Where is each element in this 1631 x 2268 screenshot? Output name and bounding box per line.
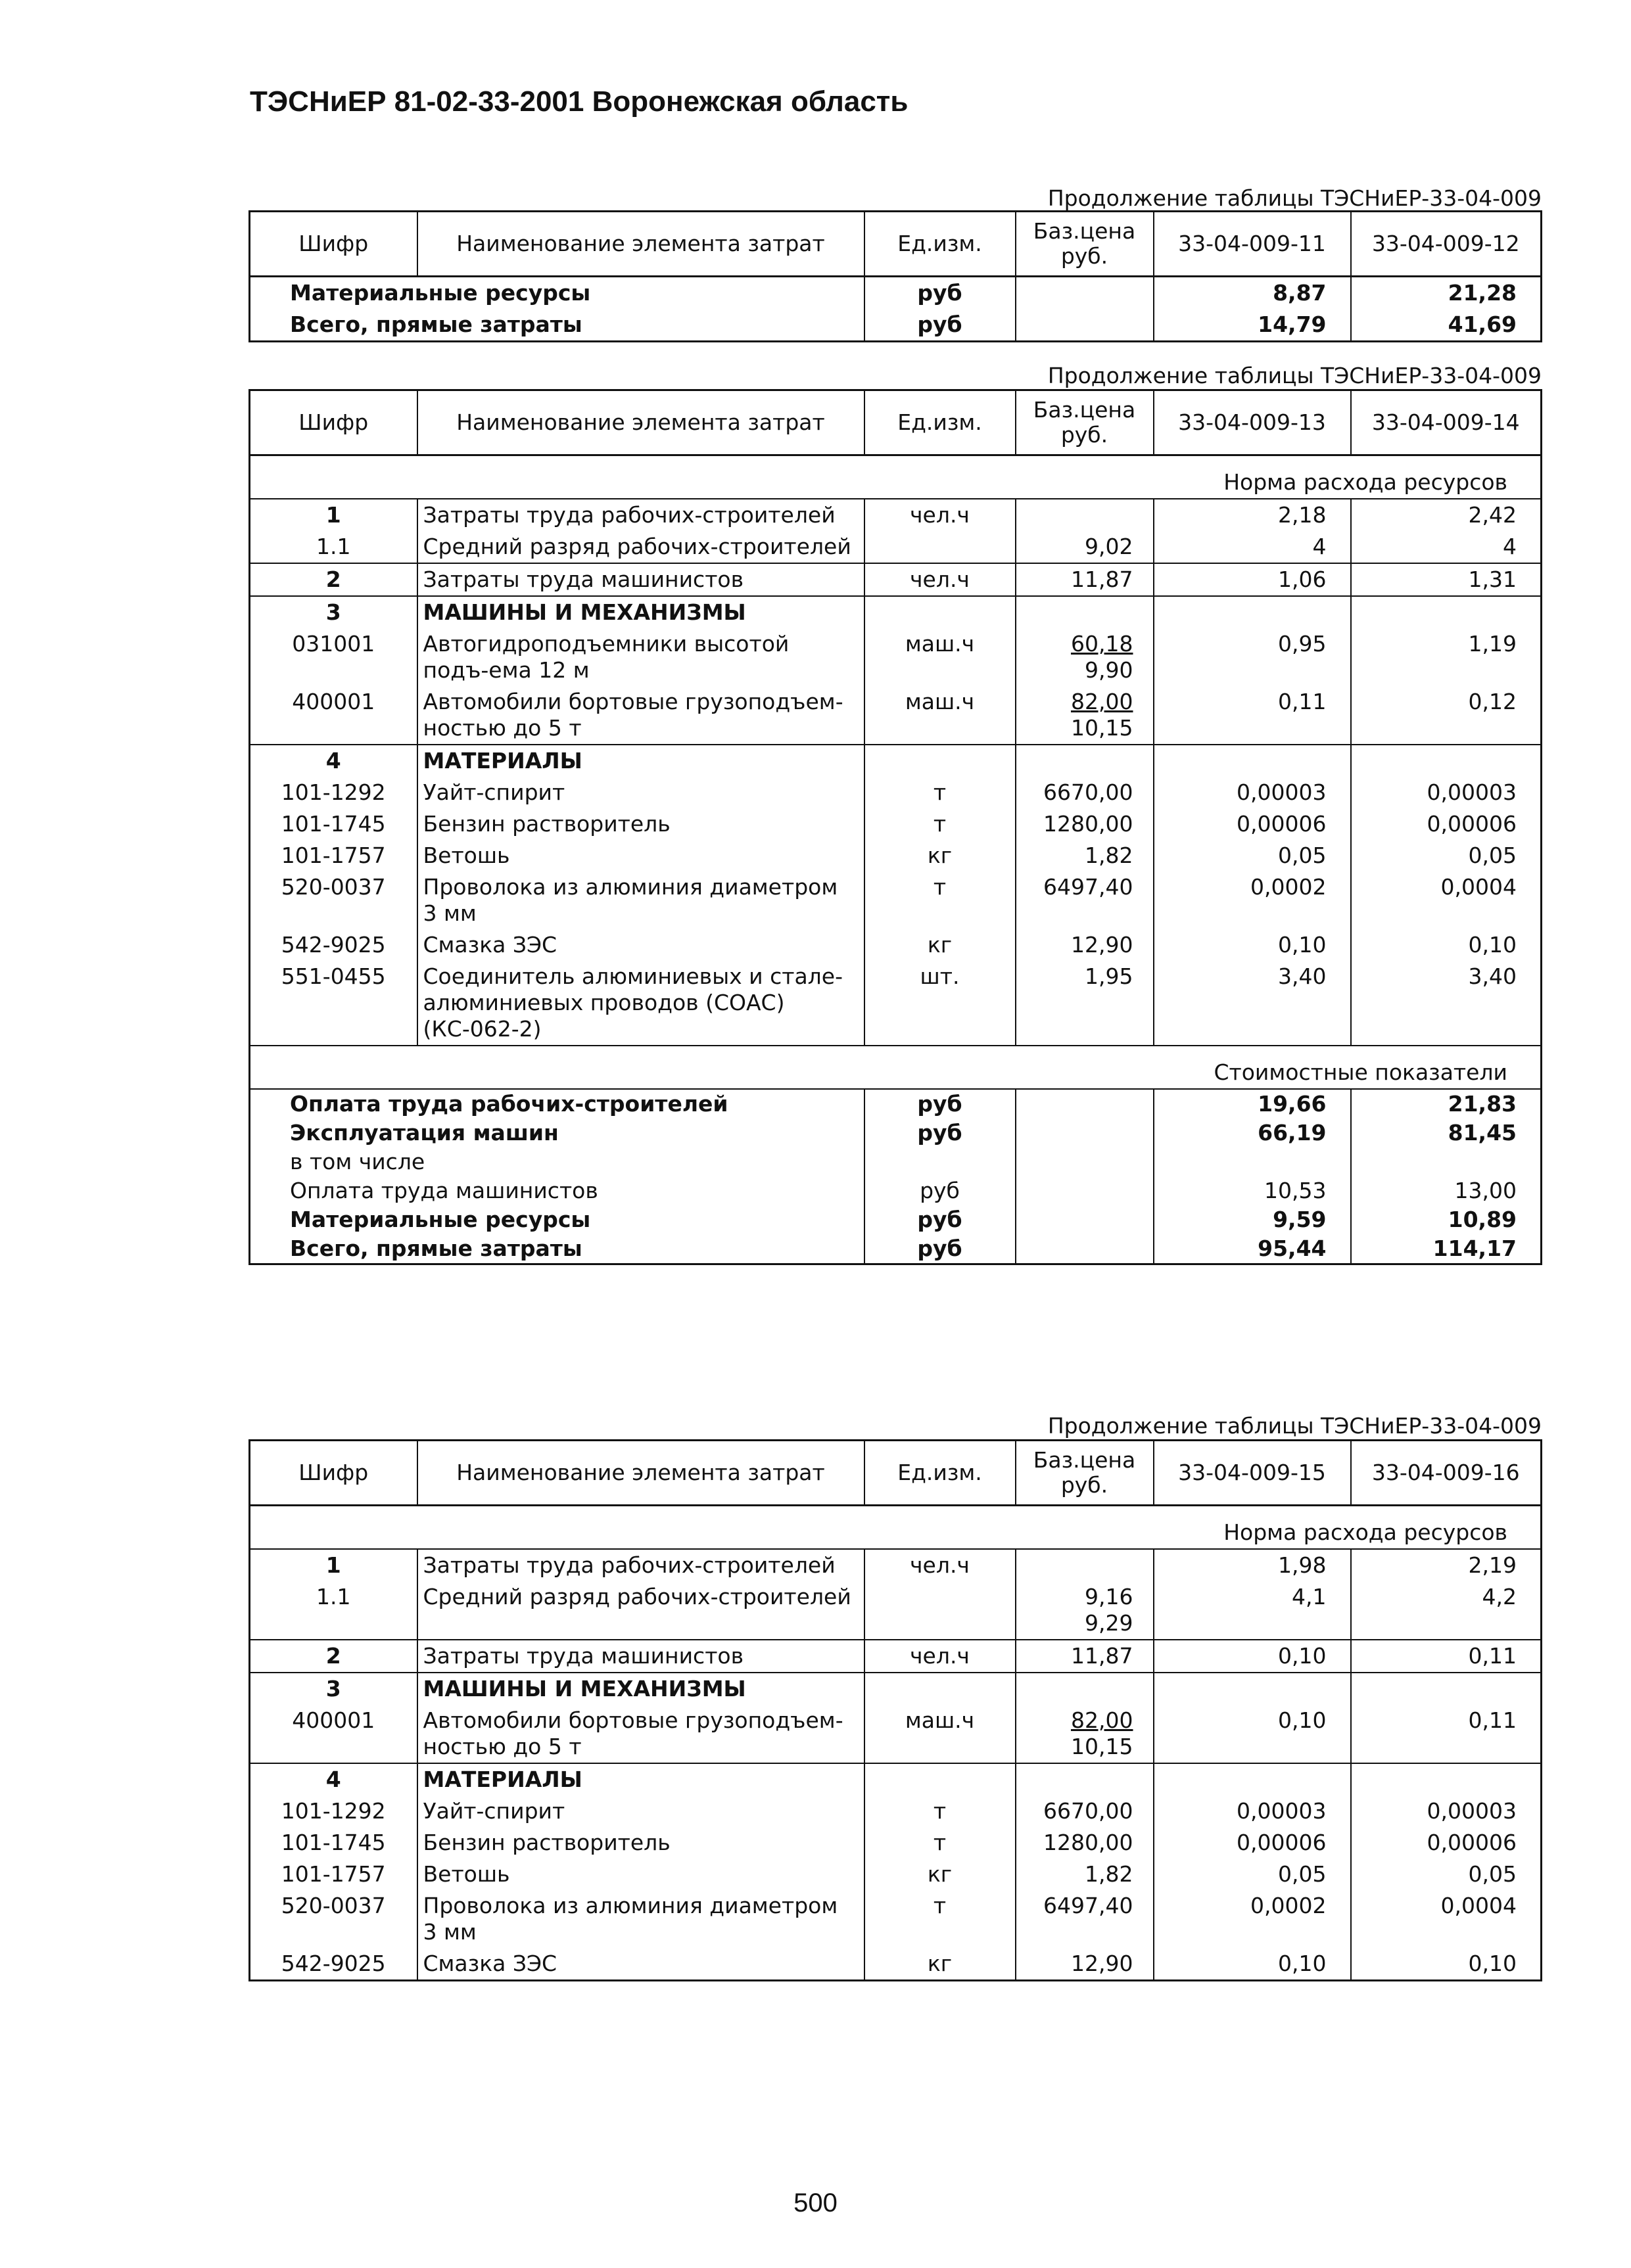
row-code: 4	[250, 1763, 417, 1795]
row-unit: руб	[864, 277, 1016, 310]
row-price	[1016, 1827, 1154, 1859]
row-code: 3	[250, 1673, 417, 1705]
row-price-value: 1280,00	[1043, 1830, 1133, 1855]
table-row	[250, 277, 1542, 310]
header-code: Шифр	[250, 390, 417, 455]
table-continuation-label: Продолжение таблицы ТЭСНиЕР-33-04-009	[1047, 1413, 1542, 1439]
row-price	[1016, 531, 1154, 563]
cost-name: Всего, прямые затраты	[250, 1234, 864, 1264]
row-val-a: 0,0002	[1154, 1890, 1351, 1948]
row-unit: кг	[864, 840, 1016, 871]
row-code: 101-1292	[250, 1795, 417, 1827]
table-row	[250, 1948, 1542, 1981]
table-row	[250, 596, 1542, 628]
table-continuation-label: Продолжение таблицы ТЭСНиЕР-33-04-009	[1047, 363, 1542, 388]
row-unit	[864, 1581, 1016, 1640]
row-val-b: 1,31	[1351, 563, 1542, 596]
row-code: 542-9025	[250, 929, 417, 961]
row-name: Проволока из алюминия диаметром 3 мм	[417, 1890, 864, 1948]
header-col-b: 33-04-009-14	[1351, 390, 1542, 455]
row-name: Затраты труда рабочих-строителей	[417, 499, 864, 531]
row-price-value: 11,87	[1071, 567, 1133, 592]
header-name: Наименование элемента затрат	[417, 390, 864, 455]
cost-body	[250, 1089, 1542, 1264]
row-price-value: 6670,00	[1043, 1798, 1133, 1824]
header-unit: Ед.изм.	[864, 212, 1016, 277]
row-val-b: 0,00006	[1351, 808, 1542, 840]
row-val-b: 0,05	[1351, 1859, 1542, 1890]
row-val-a: 8,87	[1154, 277, 1351, 310]
cost-val-a: 66,19	[1154, 1119, 1351, 1147]
table-row	[250, 531, 1542, 563]
cost-val-b: 10,89	[1351, 1205, 1542, 1234]
section-row	[250, 455, 1542, 499]
header-unit: Ед.изм.	[864, 1441, 1016, 1506]
row-price	[1016, 1859, 1154, 1890]
cost-val-b: 114,17	[1351, 1234, 1542, 1264]
row-val-a	[1154, 596, 1351, 628]
cost-table-3	[248, 1439, 1542, 1981]
cost-unit: руб	[864, 1234, 1016, 1264]
row-code: 2	[250, 563, 417, 596]
row-unit: кг	[864, 929, 1016, 961]
row-val-b: 0,00003	[1351, 777, 1542, 808]
row-name: Затраты труда рабочих-строителей	[417, 1549, 864, 1581]
row-price-secondary: 9,90	[1085, 657, 1133, 683]
table-row	[250, 1827, 1542, 1859]
table-row	[250, 808, 1542, 840]
section-row	[250, 1506, 1542, 1550]
table-row	[250, 1581, 1542, 1640]
table-row	[250, 1763, 1542, 1795]
row-val-a: 2,18	[1154, 499, 1351, 531]
row-name: Всего, прямые затраты	[250, 309, 864, 342]
row-unit: чел.ч	[864, 1549, 1016, 1581]
row-val-b: 0,00003	[1351, 1795, 1542, 1827]
row-name: Ветошь	[417, 840, 864, 871]
cost-name: в том числе	[250, 1147, 864, 1176]
cost-empty	[1016, 1176, 1154, 1205]
table-row	[250, 840, 1542, 871]
row-code: 101-1757	[250, 840, 417, 871]
row-code: 4	[250, 745, 417, 777]
table-body	[250, 1549, 1542, 1981]
row-unit	[864, 745, 1016, 777]
row-val-b: 0,10	[1351, 929, 1542, 961]
row-val-b: 0,0004	[1351, 871, 1542, 929]
row-code: 1.1	[250, 531, 417, 563]
table-header-row	[250, 1441, 1542, 1506]
row-price	[1016, 1890, 1154, 1948]
row-code: 1	[250, 1549, 417, 1581]
document-title: ТЭСНиЕР 81-02-33-2001 Воронежская область	[250, 85, 909, 118]
row-price-value: 6497,40	[1043, 1893, 1133, 1918]
row-code: 101-1745	[250, 1827, 417, 1859]
row-unit	[864, 596, 1016, 628]
row-code: 551-0455	[250, 961, 417, 1046]
row-val-b: 41,69	[1351, 309, 1542, 342]
header-unit: Ед.изм.	[864, 390, 1016, 455]
table-row	[250, 961, 1542, 1046]
row-val-a: 14,79	[1154, 309, 1351, 342]
row-val-b: 3,40	[1351, 961, 1542, 1046]
row-name: МАШИНЫ И МЕХАНИЗМЫ	[417, 1673, 864, 1705]
row-unit: маш.ч	[864, 1705, 1016, 1763]
row-val-b: 0,0004	[1351, 1890, 1542, 1948]
row-name: Автогидроподъемники высотой подъ-ема 12 м	[417, 628, 864, 686]
table-row	[250, 745, 1542, 777]
table-row	[250, 1640, 1542, 1673]
cost-val-a: 19,66	[1154, 1089, 1351, 1119]
header-price: Баз.цена руб.	[1016, 1441, 1154, 1506]
row-price	[1016, 871, 1154, 929]
row-unit: маш.ч	[864, 628, 1016, 686]
cost-row	[250, 1089, 1542, 1119]
table-row	[250, 563, 1542, 596]
row-val-b: 0,05	[1351, 840, 1542, 871]
row-name: Ветошь	[417, 1859, 864, 1890]
row-unit: т	[864, 1827, 1016, 1859]
cost-val-b	[1351, 1147, 1542, 1176]
row-val-a	[1154, 1673, 1351, 1705]
row-val-a: 0,0002	[1154, 871, 1351, 929]
row-code: 400001	[250, 686, 417, 745]
row-val-a: 0,05	[1154, 1859, 1351, 1890]
row-val-a: 3,40	[1154, 961, 1351, 1046]
row-name: МАТЕРИАЛЫ	[417, 1763, 864, 1795]
header-col-b: 33-04-009-16	[1351, 1441, 1542, 1506]
cost-empty	[1016, 1119, 1154, 1147]
row-val-a: 0,00003	[1154, 1795, 1351, 1827]
row-unit: т	[864, 808, 1016, 840]
cost-row	[250, 1234, 1542, 1264]
row-price-value: 6497,40	[1043, 874, 1133, 900]
row-price	[1016, 961, 1154, 1046]
row-price-secondary: 10,15	[1071, 1734, 1133, 1759]
page-number: 500	[793, 2188, 838, 2217]
row-val-b: 4,2	[1351, 1581, 1542, 1640]
cost-row	[250, 1176, 1542, 1205]
table-row	[250, 1795, 1542, 1827]
row-val-a: 1,06	[1154, 563, 1351, 596]
row-val-a: 0,10	[1154, 929, 1351, 961]
row-val-a: 0,00006	[1154, 1827, 1351, 1859]
cost-table-2	[248, 389, 1542, 1265]
row-unit	[864, 1763, 1016, 1795]
row-price	[1016, 1581, 1154, 1640]
row-price-secondary: 9,29	[1085, 1610, 1133, 1636]
row-val-b: 0,11	[1351, 1705, 1542, 1763]
cost-val-b: 81,45	[1351, 1119, 1542, 1147]
table-row	[250, 499, 1542, 531]
row-val-b: 21,28	[1351, 277, 1542, 310]
row-price	[1016, 777, 1154, 808]
header-name: Наименование элемента затрат	[417, 212, 864, 277]
row-val-b	[1351, 1673, 1542, 1705]
row-price	[1016, 1795, 1154, 1827]
row-price	[1016, 1948, 1154, 1981]
row-price-value: 1280,00	[1043, 811, 1133, 837]
row-val-a: 0,10	[1154, 1705, 1351, 1763]
header-price: Баз.цена руб.	[1016, 390, 1154, 455]
row-unit: кг	[864, 1859, 1016, 1890]
cost-val-b: 21,83	[1351, 1089, 1542, 1119]
row-name: Смазка ЗЭС	[417, 929, 864, 961]
row-unit	[864, 1673, 1016, 1705]
header-col-a: 33-04-009-13	[1154, 390, 1351, 455]
norm-label: Норма расхода ресурсов	[250, 1506, 1542, 1550]
header-col-a: 33-04-009-15	[1154, 1441, 1351, 1506]
header-col-a: 33-04-009-11	[1154, 212, 1351, 277]
row-price-value: 6670,00	[1043, 779, 1133, 805]
row-unit: т	[864, 777, 1016, 808]
row-name: Бензин растворитель	[417, 808, 864, 840]
cost-row	[250, 1147, 1542, 1176]
row-val-a: 1,98	[1154, 1549, 1351, 1581]
row-unit: т	[864, 1890, 1016, 1948]
cost-val-a: 10,53	[1154, 1176, 1351, 1205]
row-code: 1.1	[250, 1581, 417, 1640]
cost-val-a: 95,44	[1154, 1234, 1351, 1264]
row-unit: чел.ч	[864, 563, 1016, 596]
cost-unit: руб	[864, 1119, 1016, 1147]
cost-name: Материальные ресурсы	[250, 1205, 864, 1234]
cost-unit	[864, 1147, 1016, 1176]
row-name: МАШИНЫ И МЕХАНИЗМЫ	[417, 596, 864, 628]
row-price-value: 12,90	[1071, 1951, 1133, 1976]
row-val-a: 0,05	[1154, 840, 1351, 871]
row-price-value: 12,90	[1071, 932, 1133, 958]
row-price	[1016, 596, 1154, 628]
table-row	[250, 1549, 1542, 1581]
row-name: Соединитель алюминиевых и стале-алюминиевых проводов (СОАС) (КС-062-2)	[417, 961, 864, 1046]
row-code: 520-0037	[250, 871, 417, 929]
cost-name: Оплата труда рабочих-строителей	[250, 1089, 864, 1119]
table-row	[250, 777, 1542, 808]
row-unit: чел.ч	[864, 499, 1016, 531]
row-price-value: 82,00	[1071, 689, 1133, 714]
cost-val-b: 13,00	[1351, 1176, 1542, 1205]
row-val-b: 4	[1351, 531, 1542, 563]
row-name: Затраты труда машинистов	[417, 1640, 864, 1673]
cost-unit: руб	[864, 1089, 1016, 1119]
row-val-b	[1351, 596, 1542, 628]
row-code: 400001	[250, 1705, 417, 1763]
row-price	[1016, 1763, 1154, 1795]
row-name: Уайт-спирит	[417, 777, 864, 808]
row-val-b	[1351, 745, 1542, 777]
table-row	[250, 1673, 1542, 1705]
header-col-b: 33-04-009-12	[1351, 212, 1542, 277]
row-val-b: 1,19	[1351, 628, 1542, 686]
table-row	[250, 929, 1542, 961]
row-name: Затраты труда машинистов	[417, 563, 864, 596]
cost-val-a: 9,59	[1154, 1205, 1351, 1234]
row-unit: маш.ч	[864, 686, 1016, 745]
row-unit: т	[864, 871, 1016, 929]
cost-row	[250, 1119, 1542, 1147]
row-val-a: 0,10	[1154, 1640, 1351, 1673]
table-row	[250, 1705, 1542, 1763]
row-val-b: 0,11	[1351, 1640, 1542, 1673]
row-price-secondary: 10,15	[1071, 715, 1133, 741]
row-price	[1016, 1705, 1154, 1763]
table-row	[250, 871, 1542, 929]
row-code: 031001	[250, 628, 417, 686]
table-row	[250, 1890, 1542, 1948]
table-body	[250, 499, 1542, 1046]
row-val-a: 4,1	[1154, 1581, 1351, 1640]
table-row	[250, 309, 1542, 342]
row-val-a: 4	[1154, 531, 1351, 563]
cost-unit: руб	[864, 1176, 1016, 1205]
row-name: Средний разряд рабочих-строителей	[417, 1581, 864, 1640]
row-unit: шт.	[864, 961, 1016, 1046]
table-row	[250, 686, 1542, 745]
cost-empty	[1016, 1089, 1154, 1119]
row-code: 542-9025	[250, 1948, 417, 1981]
table-continuation-label: Продолжение таблицы ТЭСНиЕР-33-04-009	[1047, 185, 1542, 211]
row-price	[1016, 840, 1154, 871]
cost-table-1	[248, 210, 1542, 342]
row-unit: кг	[864, 1948, 1016, 1981]
row-val-b	[1351, 1763, 1542, 1795]
cost-unit: руб	[864, 1205, 1016, 1234]
row-price	[1016, 1549, 1154, 1581]
row-price	[1016, 628, 1154, 686]
row-price	[1016, 929, 1154, 961]
row-val-b: 2,42	[1351, 499, 1542, 531]
row-name: Материальные ресурсы	[250, 277, 864, 310]
header-code: Шифр	[250, 1441, 417, 1506]
row-unit	[864, 531, 1016, 563]
row-val-b: 0,10	[1351, 1948, 1542, 1981]
row-unit: чел.ч	[864, 1640, 1016, 1673]
row-price-value: 1,82	[1085, 1861, 1133, 1887]
row-price	[1016, 563, 1154, 596]
row-name: Смазка ЗЭС	[417, 1948, 864, 1981]
header-name: Наименование элемента затрат	[417, 1441, 864, 1506]
cost-label: Стоимостные показатели	[250, 1046, 1542, 1089]
table-row	[250, 628, 1542, 686]
table-header-row	[250, 212, 1542, 277]
row-code: 2	[250, 1640, 417, 1673]
row-code: 101-1757	[250, 1859, 417, 1890]
row-price	[1016, 808, 1154, 840]
row-price	[1016, 686, 1154, 745]
row-val-a: 0,11	[1154, 686, 1351, 745]
row-name: МАТЕРИАЛЫ	[417, 745, 864, 777]
row-price	[1016, 745, 1154, 777]
row-val-b: 0,12	[1351, 686, 1542, 745]
row-val-a: 0,00006	[1154, 808, 1351, 840]
row-name: Бензин растворитель	[417, 1827, 864, 1859]
row-name: Автомобили бортовые грузоподъем-ностью до 5 т	[417, 686, 864, 745]
row-val-a: 0,10	[1154, 1948, 1351, 1981]
table-row	[250, 1859, 1542, 1890]
row-val-a	[1154, 1763, 1351, 1795]
table-header-row	[250, 390, 1542, 455]
row-price	[1016, 499, 1154, 531]
row-name: Автомобили бортовые грузоподъем-ностью до 5 т	[417, 1705, 864, 1763]
row-price	[1016, 1673, 1154, 1705]
header-price: Баз.цена руб.	[1016, 212, 1154, 277]
row-code: 101-1292	[250, 777, 417, 808]
row-val-b: 2,19	[1351, 1549, 1542, 1581]
row-code: 3	[250, 596, 417, 628]
cost-val-a	[1154, 1147, 1351, 1176]
row-price-value: 1,82	[1085, 843, 1133, 868]
cost-name: Оплата труда машинистов	[250, 1176, 864, 1205]
cost-empty	[1016, 1205, 1154, 1234]
row-price-value: 60,18	[1071, 631, 1133, 657]
row-val-a: 0,95	[1154, 628, 1351, 686]
row-val-b: 0,00006	[1351, 1827, 1542, 1859]
row-name: Проволока из алюминия диаметром 3 мм	[417, 871, 864, 929]
row-code: 101-1745	[250, 808, 417, 840]
row-unit: т	[864, 1795, 1016, 1827]
row-price-value: 9,02	[1085, 534, 1133, 559]
row-name: Уайт-спирит	[417, 1795, 864, 1827]
row-name: Средний разряд рабочих-строителей	[417, 531, 864, 563]
row-code: 520-0037	[250, 1890, 417, 1948]
row-price-value: 82,00	[1071, 1707, 1133, 1733]
row-price-value: 11,87	[1071, 1643, 1133, 1669]
cost-row	[250, 1205, 1542, 1234]
cost-name: Эксплуатация машин	[250, 1119, 864, 1147]
cost-empty	[1016, 1147, 1154, 1176]
header-code: Шифр	[250, 212, 417, 277]
row-price-value: 9,16	[1085, 1584, 1133, 1609]
row-price-value: 1,95	[1085, 963, 1133, 989]
norm-label: Норма расхода ресурсов	[250, 455, 1542, 499]
row-val-a: 0,00003	[1154, 777, 1351, 808]
row-price	[1016, 1640, 1154, 1673]
row-unit: руб	[864, 309, 1016, 342]
row-val-a	[1154, 745, 1351, 777]
section-row	[250, 1046, 1542, 1089]
cost-empty	[1016, 1234, 1154, 1264]
row-code: 1	[250, 499, 417, 531]
